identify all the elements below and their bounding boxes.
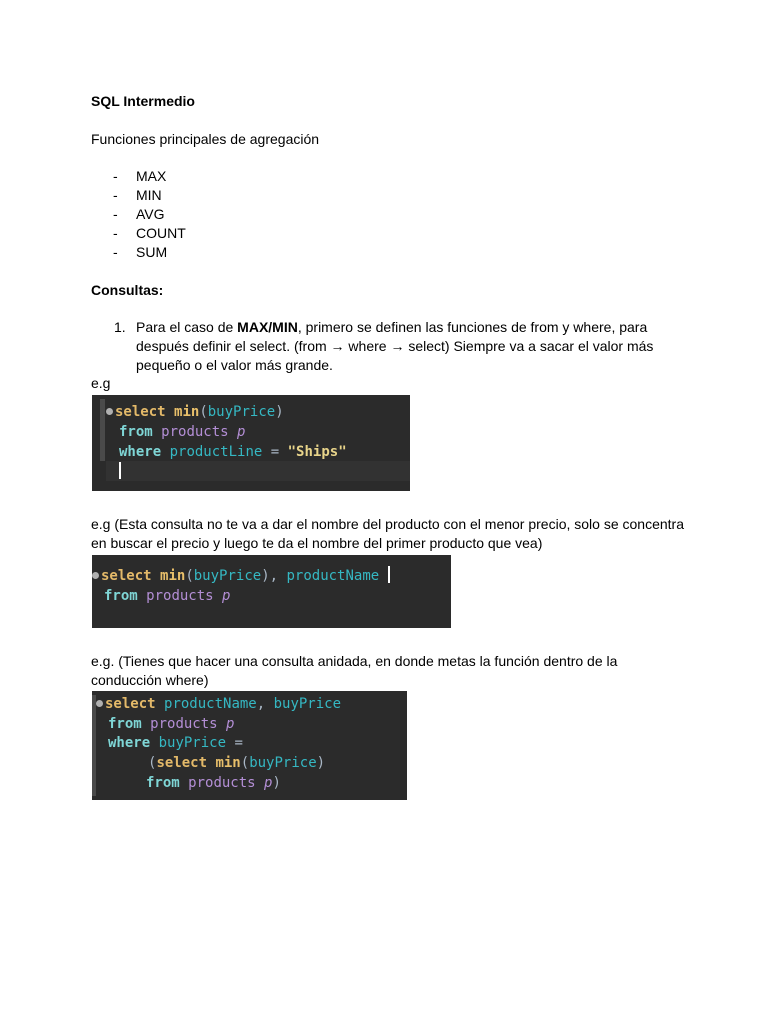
code-keyword: select <box>101 568 152 584</box>
eg2-line1: e.g (Esta consulta no te va a dar el nombre del producto con el menor precio, solo se concentra <box>91 516 685 532</box>
breakpoint-dot-icon <box>106 408 113 415</box>
code-keyword: from <box>104 588 138 604</box>
code-identifier: productLine <box>169 444 263 460</box>
code-table: products <box>146 588 214 604</box>
eg3-line1: e.g. (Tienes que hacer una consulta anidada, en donde metas la función dentro de la <box>91 653 618 669</box>
code-keyword: select <box>115 404 166 420</box>
code-keyword: from <box>108 716 142 732</box>
list-item: AVG <box>136 206 165 222</box>
code-line: select min(buyPrice), productName <box>92 566 390 586</box>
code-string: "Ships" <box>287 444 347 460</box>
doc-title: SQL Intermedio <box>91 93 195 109</box>
code-keyword: where <box>119 444 162 460</box>
code-alias: p <box>264 775 273 791</box>
code-gutter <box>100 399 105 461</box>
code-line <box>119 422 245 442</box>
text-caret <box>388 566 390 583</box>
code-table: products <box>161 424 229 440</box>
ordered-list-number: 1. <box>114 319 126 335</box>
code-alias: p <box>237 424 246 440</box>
item1-line1 <box>136 318 647 337</box>
code-table: products <box>188 775 256 791</box>
code-identifier: buyPrice <box>193 568 262 584</box>
code-keyword: select <box>105 696 156 712</box>
code-keyword: select <box>156 755 208 771</box>
text-caret <box>119 462 121 479</box>
code-keyword: where <box>108 735 151 751</box>
breakpoint-dot-icon <box>96 700 103 707</box>
code-line <box>119 462 121 482</box>
code-operator: = <box>270 444 280 460</box>
code-line: from products p) <box>146 775 281 791</box>
code-keyword: from <box>119 424 153 440</box>
eg1-label: e.g <box>91 375 111 391</box>
code-block-1 <box>92 395 410 491</box>
list-item: MAX <box>136 168 167 184</box>
item1-line3: pequeño o el valor más grande. <box>136 357 333 373</box>
list-item: MIN <box>136 187 162 203</box>
queries-heading: Consultas: <box>91 282 164 298</box>
code-function: min <box>174 404 200 420</box>
code-function: min <box>160 568 186 584</box>
item1-bold: MAX/MIN <box>237 319 298 335</box>
code-alias: p <box>222 588 231 604</box>
bullet-marker: - <box>113 244 118 260</box>
code-block-3 <box>92 691 407 800</box>
code-identifier: buyPrice <box>249 755 317 771</box>
bullet-marker: - <box>113 206 118 222</box>
breakpoint-dot-icon <box>92 572 99 579</box>
eg2-line2: en buscar el precio y luego te da el nombre del primer producto que vea) <box>91 535 543 551</box>
code-operator: = <box>234 735 243 751</box>
list-item: SUM <box>136 244 168 260</box>
code-identifier: buyPrice <box>207 404 276 420</box>
bullet-marker: - <box>113 187 118 203</box>
code-alias: p <box>226 716 235 732</box>
code-line: select min(buyPrice) <box>106 402 284 422</box>
code-line <box>104 586 230 606</box>
bullet-marker: - <box>113 225 118 241</box>
code-identifier: buyPrice <box>273 696 342 712</box>
code-line <box>119 442 347 462</box>
code-line <box>108 733 243 753</box>
item1-line2: después definir el select. (from → where → select) Siempre va a sacar el valor más <box>136 338 654 354</box>
item1-suffix: , primero se definen las funciones de from y where, para <box>297 319 648 335</box>
code-table: products <box>150 716 218 732</box>
code-identifier: productName <box>286 568 380 584</box>
code-identifier: productName <box>164 696 257 712</box>
code-function: min <box>215 755 241 771</box>
bullet-marker: - <box>113 168 118 184</box>
code-line <box>108 714 234 734</box>
aggregation-heading: Funciones principales de agregación <box>91 131 320 147</box>
eg3-line2: conducción where) <box>91 672 209 688</box>
code-identifier: buyPrice <box>158 735 227 751</box>
code-line: select productName, buyPrice <box>96 694 341 714</box>
list-item: COUNT <box>136 225 186 241</box>
code-keyword: from <box>146 775 180 791</box>
current-line-highlight <box>106 461 410 481</box>
item1-prefix: Para el caso de <box>136 319 238 335</box>
code-line: (select min(buyPrice) <box>148 755 326 771</box>
code-block-2 <box>92 555 451 628</box>
